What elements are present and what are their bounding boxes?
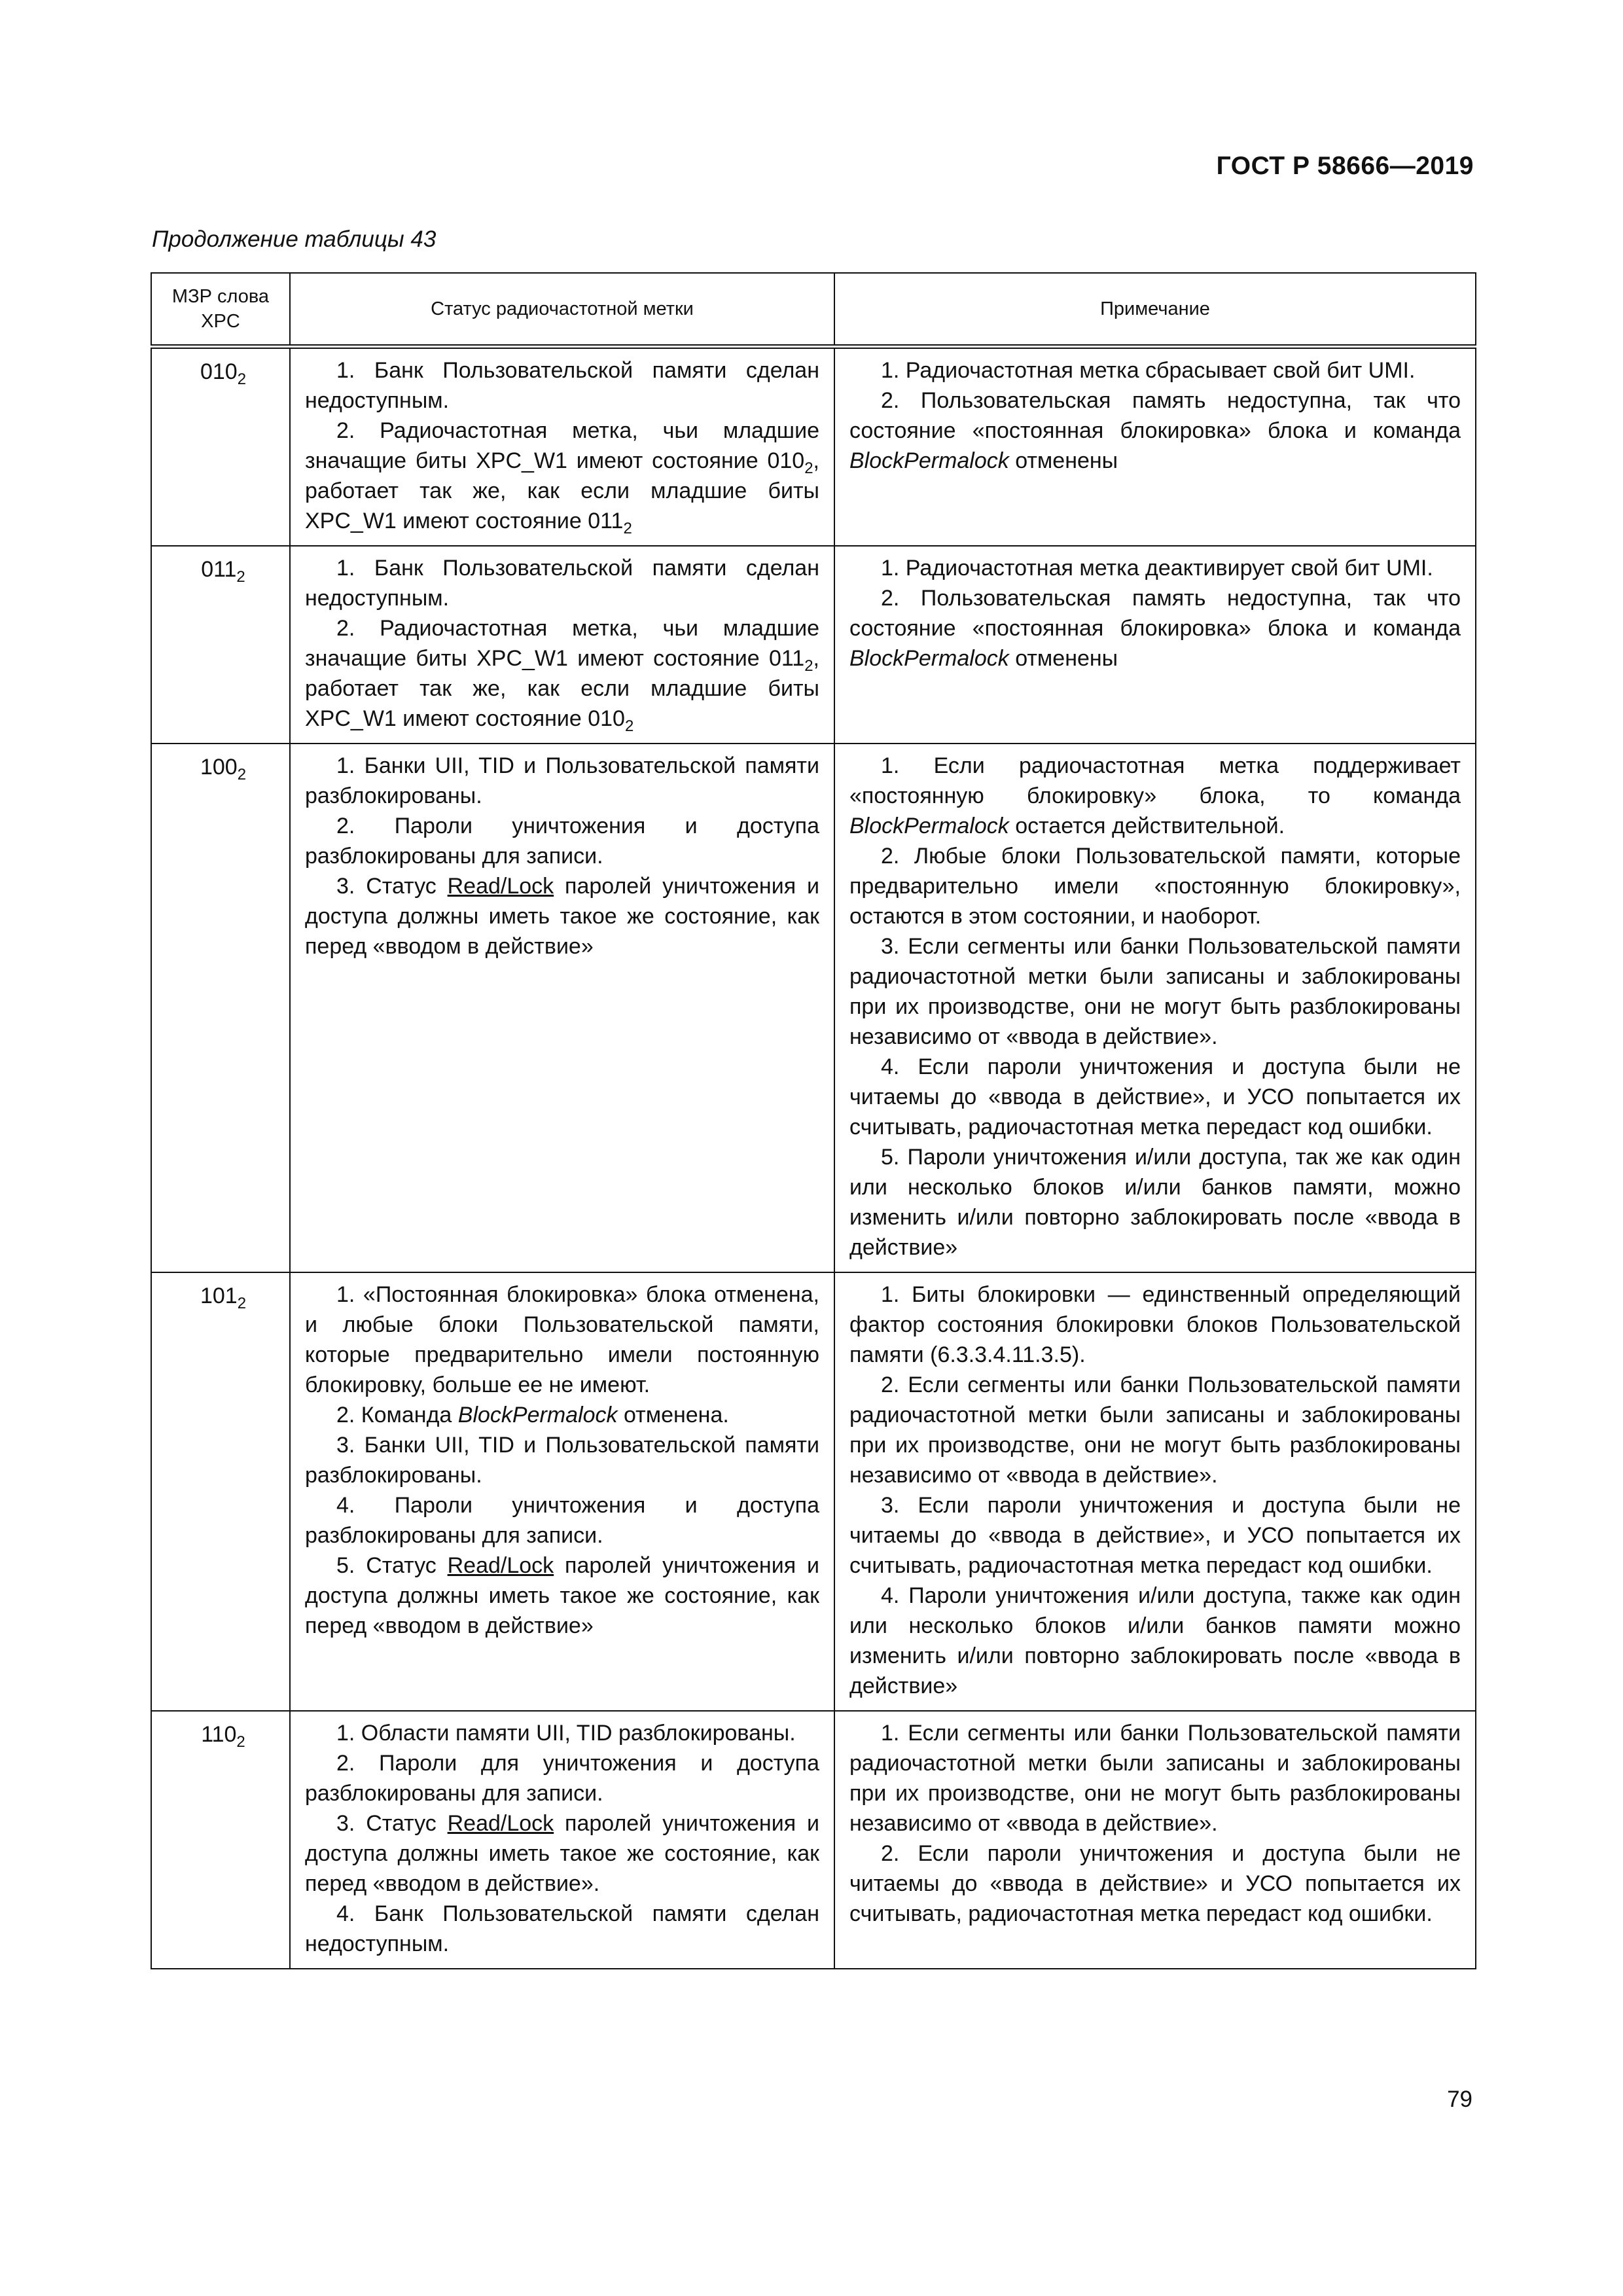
cell-paragraph: 5. Пароли уничтожения и/или доступа, так же как один или несколько блоков и/или банков памяти, можно изменить и/или повторно заблокировать после «ввода в действие» <box>849 1145 1461 1260</box>
cell-paragraph: 2. Радиочастотная метка, чьи младшие значащие биты XPC_W1 имеют состояние $011_2$, работает так же, как если младшие биты XPC_W1 имеют состояние $010_2$ <box>305 616 819 735</box>
page-number: 79 <box>1447 2087 1472 2112</box>
cell-paragraph: 3. Если сегменты или банки Пользовательской памяти радиочастотной метки были записаны и заблокированы при их производстве, они не могут быть разблокированы независимо от «ввода в действие». <box>849 934 1461 1049</box>
row-note <box>834 1711 1476 1969</box>
cell-paragraph: 1. Банки UII, TID и Пользовательской памяти разблокированы. <box>305 753 819 808</box>
row-status <box>290 347 834 547</box>
column-header-note: Примечание <box>834 273 1476 347</box>
cell-paragraph: 3. Статус Read/Lock паролей уничтожения и доступа должны иметь такое же состояние, как перед «вводом в действие» <box>305 874 819 959</box>
row-status <box>290 1711 834 1969</box>
table-caption: Продолжение таблицы 43 <box>152 226 437 252</box>
row-code: $011_2$ <box>151 546 290 744</box>
row-note <box>834 347 1476 547</box>
table-row <box>151 546 1476 744</box>
cell-paragraph: 1. «Постоянная блокировка» блока отменена, и любые блоки Пользовательской памяти, которые предварительно имели постоянную блокировку, больше ее не имеют. <box>305 1282 819 1397</box>
table-row <box>151 347 1476 547</box>
cell-paragraph: 2. Пароли для уничтожения и доступа разблокированы для записи. <box>305 1751 819 1806</box>
document-standard-header: ГОСТ Р 58666—2019 <box>1216 152 1474 180</box>
table-row <box>151 1711 1476 1969</box>
cell-paragraph: 1. Если сегменты или банки Пользовательской памяти радиочастотной метки были записаны и заблокированы при их производстве, они не могут быть разблокированы независимо от «ввода в действие». <box>849 1721 1461 1836</box>
cell-paragraph: 2. Пароли уничтожения и доступа разблокированы для записи. <box>305 814 819 869</box>
cell-paragraph: 4. Пароли уничтожения и доступа разблокированы для записи. <box>305 1493 819 1548</box>
table-row <box>151 1272 1476 1711</box>
cell-paragraph: 2. Радиочастотная метка, чьи младшие значащие биты XPC_W1 имеют состояние $010_2$, работает так же, как если младшие биты XPC_W1 имеют состояние $011_2$ <box>305 418 819 537</box>
cell-paragraph: 1. Области памяти UII, TID разблокированы. <box>336 1721 796 1746</box>
cell-paragraph: 4. Пароли уничтожения и/или доступа, также как один или несколько блоков и/или банков памяти можно изменить и/или повторно заблокировать после «ввода в действие» <box>849 1583 1461 1698</box>
cell-paragraph: 2. Пользовательская память недоступна, так что состояние «постоянная блокировка» блока и команда BlockPermalock отменены <box>849 586 1461 671</box>
row-code: $101_2$ <box>151 1272 290 1711</box>
cell-paragraph: 3. Статус Read/Lock паролей уничтожения и доступа должны иметь такое же состояние, как перед «вводом в действие». <box>305 1811 819 1896</box>
table-header-row <box>151 273 1476 347</box>
cell-paragraph: 1. Радиочастотная метка сбрасывает свой бит UMI. <box>881 358 1416 383</box>
cell-paragraph: 2. Если сегменты или банки Пользовательской памяти радиочастотной метки были записаны и заблокированы при их производстве, они не могут быть разблокированы независимо от «ввода в действие». <box>849 1372 1461 1488</box>
row-note <box>834 744 1476 1272</box>
cell-paragraph: 2. Любые блоки Пользовательской памяти, которые предварительно имели «постоянную блокировку», остаются в этом состоянии, и наоборот. <box>849 844 1461 929</box>
cell-paragraph: 4. Банк Пользовательской памяти сделан недоступным. <box>305 1901 819 1956</box>
cell-paragraph: 1. Если радиочастотная метка поддерживает «постоянную блокировку» блока, то команда BlockPermalock остается действительной. <box>849 753 1461 838</box>
cell-paragraph: 5. Статус Read/Lock паролей уничтожения и доступа должны иметь такое же состояние, как перед «вводом в действие» <box>305 1553 819 1638</box>
cell-paragraph: 4. Если пароли уничтожения и доступа были не читаемы до «ввода в действие», и УСО попытается их считывать, радиочастотная метка передаст код ошибки. <box>849 1054 1461 1139</box>
cell-paragraph: 3. Банки UII, TID и Пользовательской памяти разблокированы. <box>305 1433 819 1488</box>
status-table <box>151 272 1476 1969</box>
cell-paragraph: 1. Радиочастотная метка деактивирует свой бит UMI. <box>881 556 1433 581</box>
cell-paragraph: 3. Если пароли уничтожения и доступа были не читаемы до «ввода в действие», и УСО попытается их считывать, радиочастотная метка передаст код ошибки. <box>849 1493 1461 1578</box>
row-status <box>290 546 834 744</box>
row-note <box>834 546 1476 744</box>
column-header-code: МЗР слова XPC <box>151 273 290 347</box>
cell-paragraph: 1. Биты блокировки — единственный определяющий фактор состояния блокировки блоков Пользовательской памяти (6.3.3.4.11.3.5). <box>849 1282 1461 1367</box>
cell-paragraph: 1. Банк Пользовательской памяти сделан недоступным. <box>305 556 819 611</box>
row-code: $010_2$ <box>151 347 290 547</box>
cell-paragraph: 2. Если пароли уничтожения и доступа были не читаемы до «ввода в действие» и УСО попытается их считывать, радиочастотная метка передаст код ошибки. <box>849 1841 1461 1926</box>
row-note <box>834 1272 1476 1711</box>
column-header-status: Статус радиочастотной метки <box>290 273 834 347</box>
cell-paragraph: 2. Команда BlockPermalock отменена. <box>336 1403 729 1427</box>
table-row <box>151 744 1476 1272</box>
row-code: $110_2$ <box>151 1711 290 1969</box>
row-code: $100_2$ <box>151 744 290 1272</box>
row-status <box>290 1272 834 1711</box>
cell-paragraph: 2. Пользовательская память недоступна, так что состояние «постоянная блокировка» блока и команда BlockPermalock отменены <box>849 388 1461 473</box>
cell-paragraph: 1. Банк Пользовательской памяти сделан недоступным. <box>305 358 819 413</box>
row-status <box>290 744 834 1272</box>
